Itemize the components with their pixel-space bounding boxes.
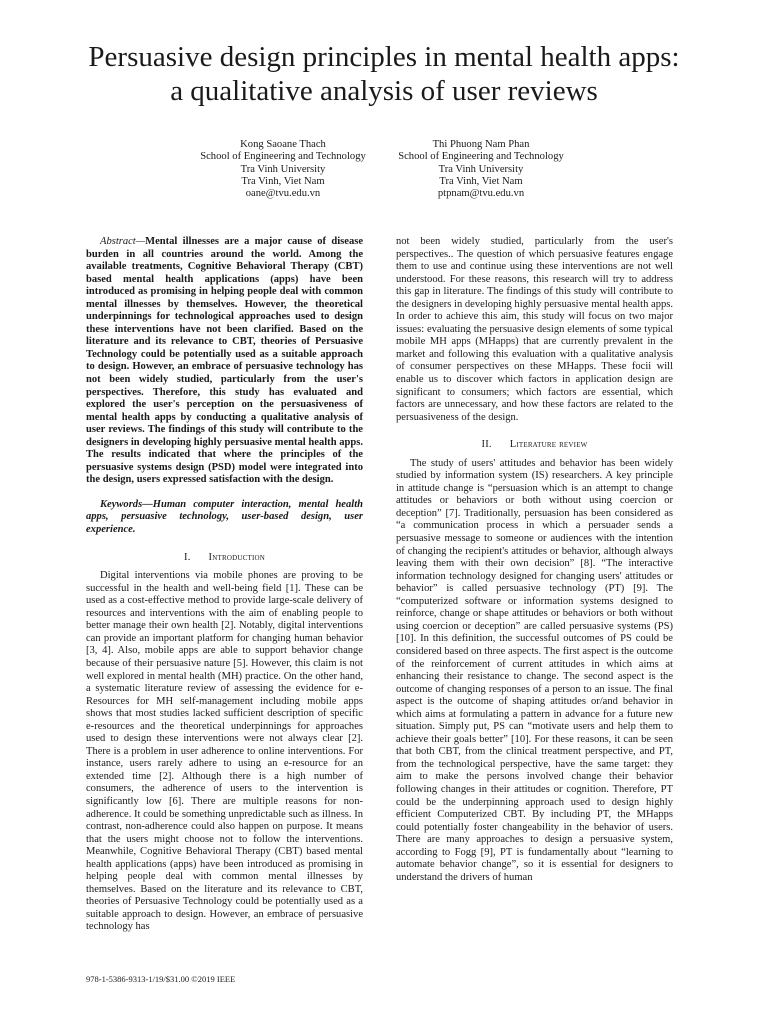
section-heading-literature-review: [396, 439, 673, 452]
author-email: ptpnam@tvu.edu.vn: [437, 188, 525, 200]
section-number: I.: [184, 551, 191, 563]
keywords: [86, 499, 363, 537]
author-university: Tra Vinh University: [240, 163, 326, 175]
abstract-text: Mental illnesses are a major cause of disease burden in all countries around the world. Among the available treatments, Cognitive Behavioral Therapy (CBT) based mental health applications (apps) have been introduced as promising in helping people deal with common mental illnesses by themselves. However, the theoretical underpinnings for technological approaches used to design these interventions have not been clarified. Based on the literature and its relevance to CBT, theories of Persuasive Technology could be potentially used as a suitable approach to design. However, an embrace of persuasive technology has not been widely studied, particularly from the user's perspectives. Therefore, this study has evaluated and explored the user's perception on the persuasiveness of mental health apps by conducting a qualitative analysis of user reviews. The findings of this study will contribute to the designers in developing highly persuasive mental health apps. The results indicated that where the principles of the persuasive systems design (PSD) model were integrated into the design, users expressed satisfaction with the design.: [86, 236, 363, 486]
right-column: [396, 236, 673, 884]
author-name: Kong Saoane Thach: [240, 139, 326, 150]
abstract: [86, 236, 363, 487]
author-location: Tra Vinh, Viet Nam: [241, 175, 325, 187]
section-title: Literature review: [509, 439, 588, 451]
title-line-1: Persuasive design principles in mental health apps:: [88, 41, 680, 73]
introduction-paragraph-continued: not been widely studied, particularly from the user's perspectives.. The question of which persuasive features engage them to use and continue using these interventions are not well understood. For these reasons, this research will try to address this gap in literature. The findings of this study will contribute to the designers in developing highly persuasive mental health apps. In order to achieve this aim, this study will focus on two major issues: evaluating the persuasive design elements of some typical mobile MH apps (MHapps) that are currently prevalent in the market and following this evaluation with a qualitative analysis of consumer perspectives on these MHapps. These focii will enable us to discover which factors in application design are significant to consumers; which factors are essential, which factors are unnecessary, and how these factors are related to the persuasiveness of the design.: [396, 236, 673, 423]
author-affiliation: School of Engineering and Technology: [398, 151, 564, 163]
author-name: Thi Phuong Nam Phan: [432, 139, 530, 150]
keywords-text: Human computer interaction, mental health apps, persuasive technology, user-based design, user experience.: [86, 498, 363, 536]
copyright-footer: 978-1-5386-9313-1/19/$31.00 ©2019 IEEE: [86, 974, 236, 984]
author-university: Tra Vinh University: [438, 163, 524, 175]
author-location: Tra Vinh, Viet Nam: [439, 175, 523, 187]
author-email: oane@tvu.edu.vn: [245, 188, 321, 200]
introduction-paragraph: Digital interventions via mobile phones are proving to be successful in the health and well-being field [1]. These can be used as a cost-effective method to provide large-scale delivery of resources and interventions with the aim of enabling people to better manage their own health [2]. Notably, digital interventions can provide an important platform for changing human behavior [3, 4]. Also, mobile apps are able to support behavior change because of their persuasive nature [5]. However, this claim is not well explored in mental health (MH) practice. On the other hand, a systematic literature review of assessing the evidence for e-Resources for MH self-management including mobile apps shows that most studies lacked sufficient description of specific e-resources and the theoretical underpinnings for approaches used to design these interventions were not always clear [2]. There is a problem in user adherence to online interventions. For instance, users rarely adhere to using an e-resource for an extended time [2]. Although there is a high number of consumers, the adherence of users to the intervention is significantly low [6]. There are multiple reasons for non-adherence. It could be something unpredictable such as illness. In contrast, non-adherence could also happen on purpose. It means that the users might choose not to follow the interventions. Meanwhile, Cognitive Behavioral Therapy (CBT) based mental health applications (apps) have been introduced as promising in helping people deal with common mental illnesses by themselves. Based on the literature and its relevance to CBT, theories of Persuasive Technology could be potentially used as a suitable approach to design. However, an embrace of persuasive technology has: [86, 570, 363, 933]
title-line-2: a qualitative analysis of user reviews: [170, 75, 598, 107]
keywords-label: Keywords—: [100, 498, 153, 510]
author-block-2: [351, 139, 611, 200]
author-affiliation: School of Engineering and Technology: [200, 151, 366, 163]
section-title: Introduction: [208, 551, 265, 563]
section-number: II.: [481, 439, 492, 451]
section-heading-introduction: [86, 552, 363, 565]
abstract-label: Abstract—: [100, 236, 146, 247]
paper-title: [0, 40, 768, 108]
left-column: [86, 236, 363, 934]
literature-review-paragraph: The study of users' attitudes and behavior has been widely studied by information system (IS) researchers. A key principle in attitude change is “persuasion which is an attempt to change attitudes or behaviors or both without using coercion or deception” [7]. Traditionally, persuasion has been considered as “a communication process in which a persuader sends a persuasive message to someone or audiences with the intention of changing the recipient's attitudes or behavior, although always leaving them with their own decision” [8]. “The interactive information technology designed for changing users' attitudes or behavior” is called persuasive technology (PT) [9]. The “computerized software or information systems designed to reinforce, change or shape attitudes or behaviors or both without using coercion or deception” are called persuasive systems (PS) [10]. In this definition, the successful outcomes of PS could be considered based on three aspects. The first aspect is the outcome of the reinforcement of current attitudes in which aims at enhancing their resistance to change. The second aspect is the outcome of changing responses of a person to an issue. The final aspect is the outcome of shaping attitudes or/and behavior in which aims at formulating a pattern in advance for a future new situation. Simply put, PS can “motivate users and help them to achieve their goals better” [10]. For these reasons, it can be seen that both CBT, from the clinical treatment perspective, and PT, from the technological perspective, have the same target: they aim to make the persons involved change their behavior following changes in their attitudes or cognition. Therefore, PT could be the underpinning approach used to design highly efficient Computerized CBT. By including PT, the MHapps could potentially foster changeability in the behavior of users. There are many approaches to design a persuasive system, according to Fogg [9], PT is fundamentally about “learning to automate behavior change”, so it is essential for designers to understand the drivers of human: [396, 457, 673, 883]
